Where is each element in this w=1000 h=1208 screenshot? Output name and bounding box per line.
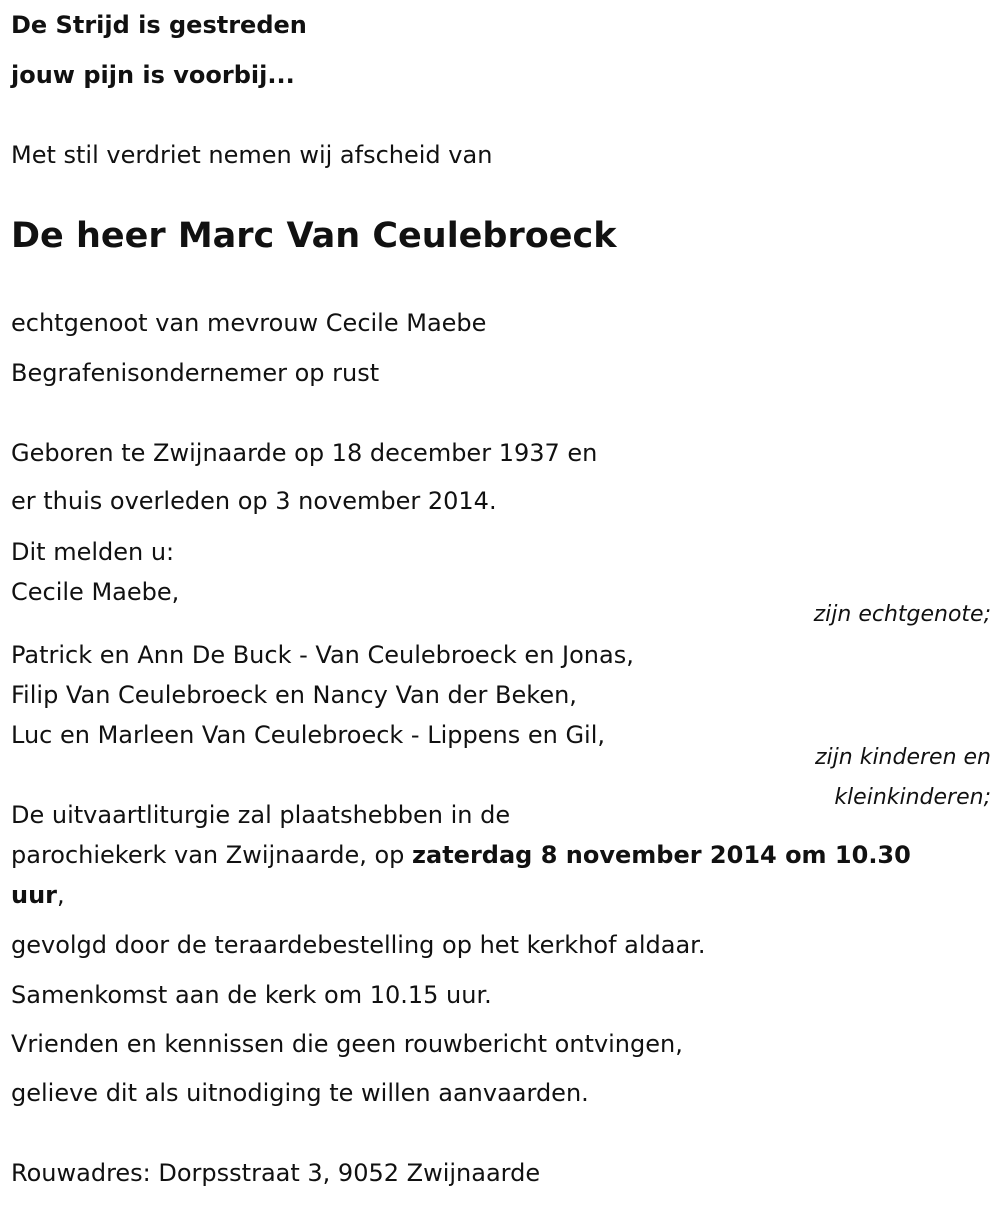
deceased-name: De heer Marc Van Ceulebroeck — [11, 216, 617, 256]
funeral-line-2 — [11, 835, 971, 915]
child-line-3: Luc en Marleen Van Ceulebroeck - Lippens en Gil, — [11, 721, 605, 749]
intro-text: Met stil verdriet nemen wij afscheid van — [11, 141, 493, 169]
birth-line: Geboren te Zwijnaarde op 18 december 1937 en — [11, 439, 598, 467]
spouse-relation: zijn echtgenote; — [813, 602, 991, 627]
invitation-line-1: Vrienden en kennissen die geen rouwbericht ontvingen, — [11, 1030, 683, 1058]
child-line-2: Filip Van Ceulebroeck en Nancy Van der Beken, — [11, 681, 577, 709]
funeral-line-2-prefix: parochiekerk van Zwijnaarde, op — [11, 841, 413, 869]
burial-line: gevolgd door de teraardebestelling op het kerkhof aldaar. — [11, 931, 706, 959]
occupation-line: Begrafenisondernemer op rust — [11, 359, 380, 387]
funeral-line-2-suffix: , — [57, 881, 65, 909]
gathering-line: Samenkomst aan de kerk om 10.15 uur. — [11, 981, 492, 1009]
child-line-1: Patrick en Ann De Buck - Van Ceulebroeck en Jonas, — [11, 641, 634, 669]
death-line: er thuis overleden op 3 november 2014. — [11, 487, 497, 515]
invitation-line-2: gelieve dit als uitnodiging te willen aanvaarden. — [11, 1079, 589, 1107]
announcers-intro: Dit melden u: — [11, 538, 175, 566]
motto-line-1: De Strijd is gestreden — [11, 11, 307, 39]
spouse-name: Cecile Maebe, — [11, 578, 180, 606]
mourning-address: Rouwadres: Dorpsstraat 3, 9052 Zwijnaarde — [11, 1159, 541, 1187]
children-relation-line-2: kleinkinderen; — [834, 785, 991, 810]
funeral-date-time: zaterdag 8 november 2014 om 10.30 uur — [11, 841, 911, 909]
funeral-line-1: De uitvaartliturgie zal plaatshebben in de — [11, 801, 511, 829]
spouse-line: echtgenoot van mevrouw Cecile Maebe — [11, 309, 487, 337]
children-relation-line-1: zijn kinderen en — [815, 745, 991, 770]
motto-line-2: jouw pijn is voorbij... — [11, 61, 295, 89]
